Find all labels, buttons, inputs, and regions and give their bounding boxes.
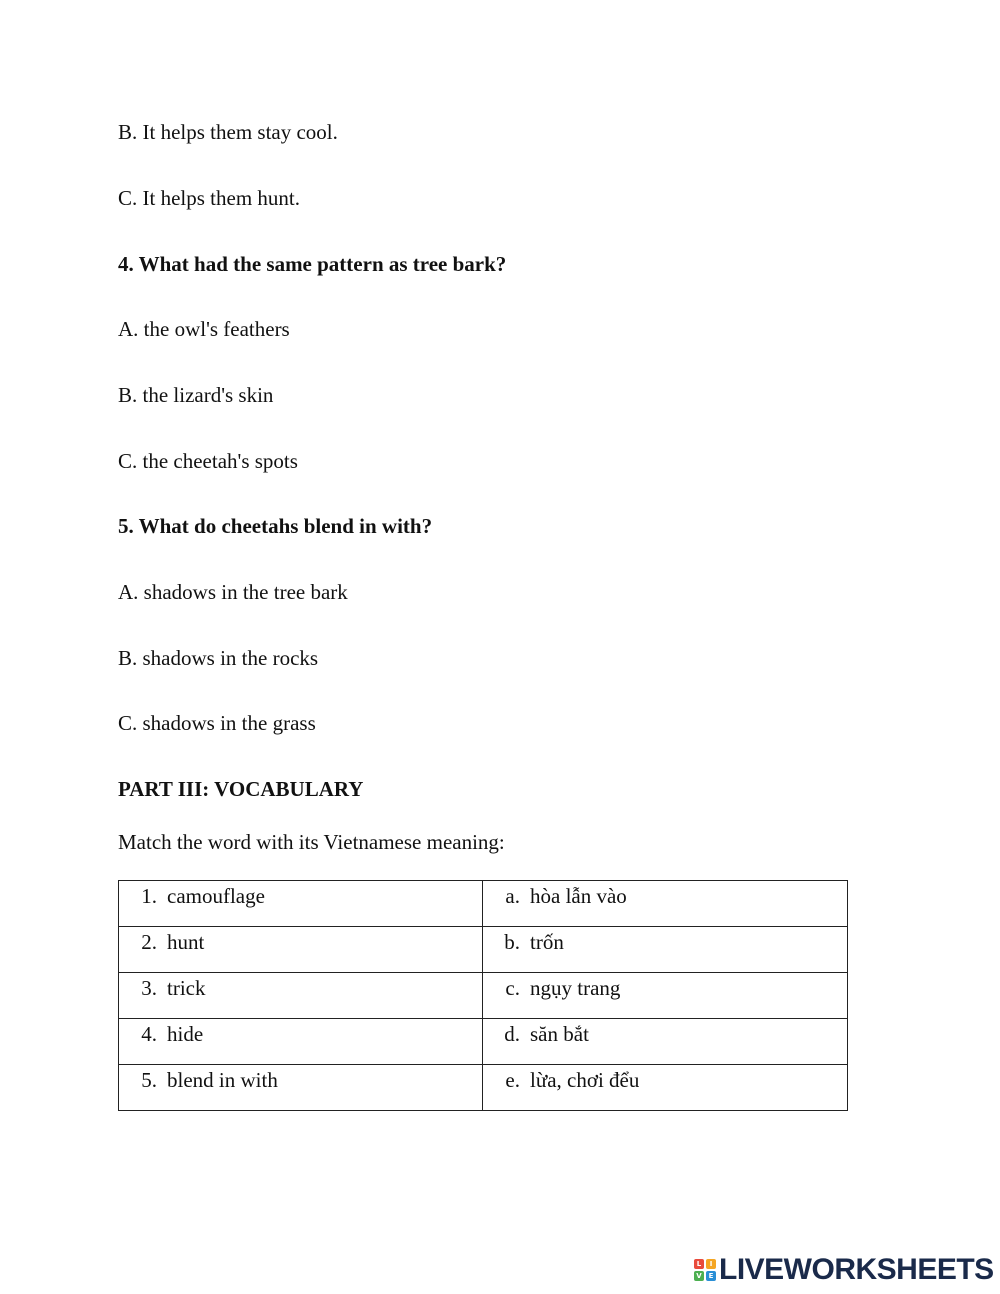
- word-text: blend in with: [167, 1068, 278, 1092]
- part3-instruction: Match the word with its Vietnamese meaning:: [118, 830, 505, 854]
- word-text: hunt: [167, 930, 205, 954]
- q4-option-c: C. the cheetah's spots: [118, 449, 298, 473]
- logo-block-e: E: [706, 1271, 716, 1281]
- meaning-letter: d.: [504, 1022, 520, 1046]
- q3-option-c: C. It helps them hunt.: [118, 186, 300, 210]
- meaning-cell: [483, 1065, 848, 1111]
- q4-question: 4. What had the same pattern as tree bark?: [118, 252, 507, 276]
- vocabulary-table: [118, 880, 848, 1111]
- meaning-text: lừa, chơi đểu: [530, 1068, 640, 1092]
- word-number: 1.: [141, 884, 157, 908]
- table-row: [119, 973, 848, 1019]
- logo-block-i: I: [706, 1259, 716, 1269]
- q5-option-a: A. shadows in the tree bark: [118, 580, 348, 604]
- logo-block-l: L: [694, 1259, 704, 1269]
- part3-heading: PART III: VOCABULARY: [118, 777, 364, 801]
- word-text: hide: [167, 1022, 204, 1046]
- meaning-cell: [483, 973, 848, 1019]
- table-row: [119, 927, 848, 973]
- meaning-cell: [483, 927, 848, 973]
- meaning-text: săn bắt: [530, 1022, 589, 1046]
- logo-text: LIVEWORKSHEETS: [719, 1253, 994, 1286]
- word-text: trick: [167, 976, 206, 1000]
- q5-option-c: C. shadows in the grass: [118, 711, 316, 735]
- meaning-letter: b.: [504, 930, 520, 954]
- meaning-letter: a.: [505, 884, 520, 908]
- word-text: camouflage: [167, 884, 265, 908]
- table-row: [119, 1019, 848, 1065]
- word-number: 5.: [141, 1068, 157, 1092]
- word-cell: [119, 1019, 483, 1065]
- meaning-text: trốn: [530, 930, 564, 954]
- liveworksheets-logo[interactable]: [694, 1253, 994, 1287]
- word-cell: [119, 973, 483, 1019]
- meaning-cell: [483, 881, 848, 927]
- q4-option-b: B. the lizard's skin: [118, 383, 274, 407]
- q5-option-b: B. shadows in the rocks: [118, 646, 319, 670]
- meaning-letter: c.: [505, 976, 520, 1000]
- word-number: 3.: [141, 976, 157, 1000]
- word-number: 2.: [141, 930, 157, 954]
- table-row: [119, 881, 848, 927]
- q5-question: 5. What do cheetahs blend in with?: [118, 514, 433, 538]
- logo-block-v: V: [694, 1271, 704, 1281]
- meaning-letter: e.: [505, 1068, 520, 1092]
- meaning-text: ngụy trang: [530, 976, 621, 1000]
- q3-option-b: B. It helps them stay cool.: [118, 120, 338, 144]
- word-cell: [119, 1065, 483, 1111]
- meaning-text: hòa lẫn vào: [530, 884, 627, 908]
- word-cell: [119, 927, 483, 973]
- word-cell: [119, 881, 483, 927]
- word-number: 4.: [141, 1022, 157, 1046]
- meaning-cell: [483, 1019, 848, 1065]
- logo-blocks-icon: [694, 1259, 716, 1281]
- q4-option-a: A. the owl's feathers: [118, 317, 290, 341]
- table-row: [119, 1065, 848, 1111]
